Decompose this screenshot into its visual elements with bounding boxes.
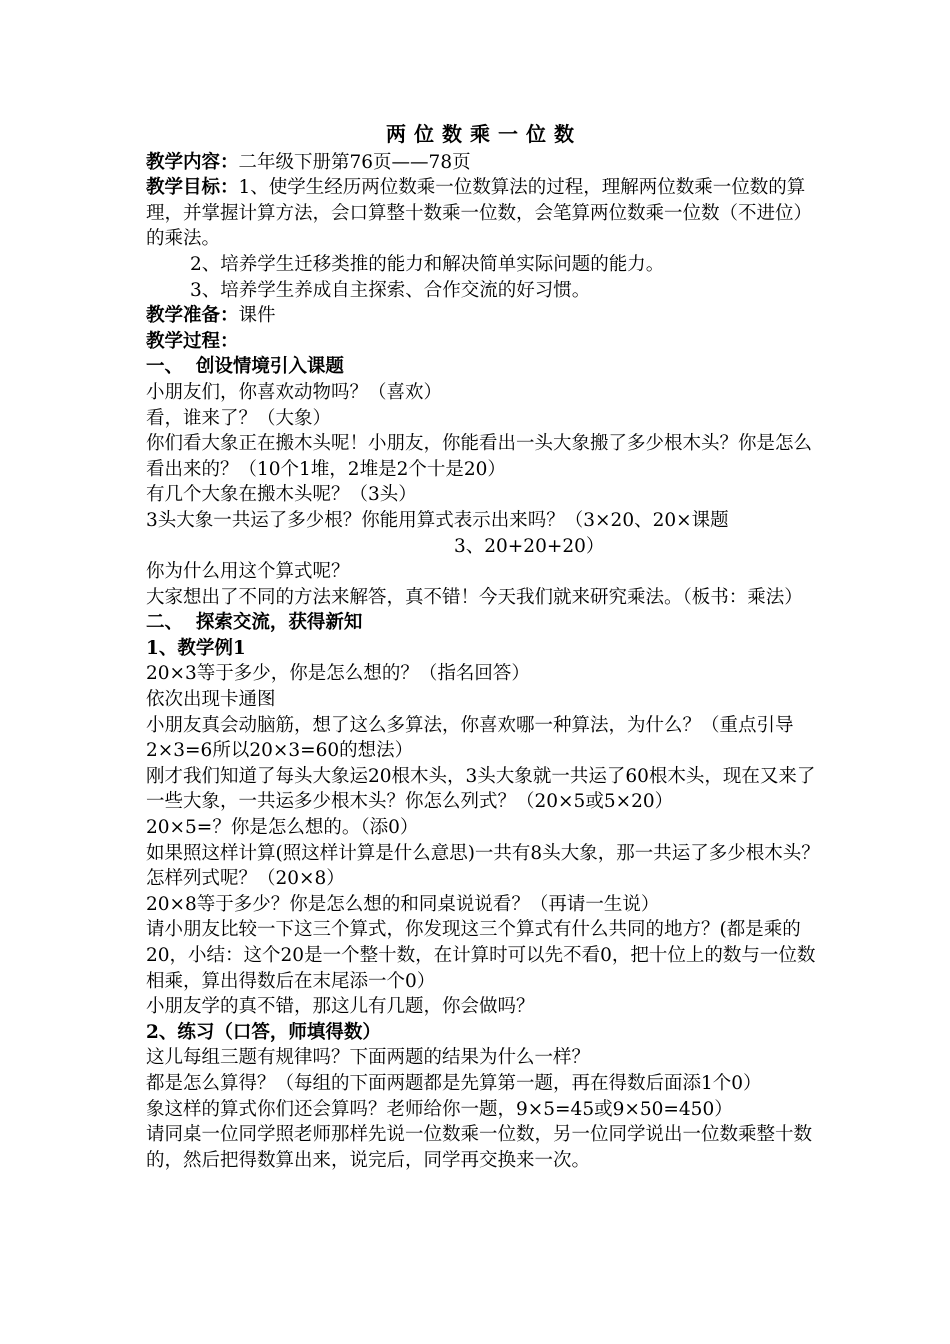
paragraph: 这儿每组三题有规律吗？下面两题的结果为什么一样？: [146, 1047, 591, 1069]
teaching-goal-text: 1、使学生经历两位数乘一位数算法的过程，理解两位数乘一位数的算理，并掌握计算方法，会口算整十数乘一位数，会笔算两位数乘一位数（不进位）的乘法。: [146, 177, 813, 250]
paragraph: 刚才我们知道了每头大象运20根木头，3头大象就一共运了60根木头，现在又来了一些大象，一共运多少根木头？你怎么列式？（20×5或5×20）: [146, 765, 816, 813]
paragraph: 20×8等于多少？你是怎么想的和同桌说说看？（再请一生说）: [146, 893, 660, 915]
paragraph: 20×3等于多少，你是怎么想的？（指名回答）: [146, 663, 530, 685]
paragraph: 象这样的算式你们还会算吗？老师给你一题，9×5=45或9×50=450）: [146, 1098, 733, 1120]
teaching-process-label: 教学过程：: [146, 330, 239, 352]
paragraph: 都是怎么算得？（每组的下面两题都是先算第一题，再在得数后面添1个0）: [146, 1072, 762, 1094]
teaching-content: [146, 150, 822, 176]
paragraph: 如果照这样计算(照这样计算是什么意思)一共有8头大象，那一共运了多少根木头？怎样列式呢？（20×8）: [146, 842, 820, 890]
teaching-content-text: 二年级下册第76页——78页: [238, 151, 471, 173]
teaching-goal-label: 教学目标：: [146, 177, 239, 199]
section-2-heading: 二、 探索交流，获得新知: [146, 612, 363, 634]
teaching-goal-3: 3、培养学生养成自主探索、合作交流的好习惯。: [190, 279, 591, 301]
paragraph: 你为什么用这个算式呢？: [146, 561, 350, 583]
document-page: [146, 122, 822, 1173]
teaching-goal-2: 2、培养学生迁移类推的能力和解决简单实际问题的能力。: [190, 253, 665, 275]
teaching-content-label: 教学内容：: [146, 151, 239, 173]
paragraph: 3头大象一共运了多少根？你能用算式表示出来吗？（3×20、20×课题: [146, 509, 729, 531]
paragraph: 有几个大象在搬木头呢？（3头）: [146, 484, 417, 506]
subsection-heading: 1、教学例1: [146, 637, 246, 659]
page-title: 两位数乘一位数: [386, 122, 582, 146]
paragraph: 小朋友学的真不错，那这儿有几题，你会做吗？: [146, 996, 535, 1018]
paragraph: 小朋友们，你喜欢动物吗？（喜欢）: [146, 381, 443, 403]
paragraph: 看，谁来了？（大象）: [146, 407, 332, 429]
teaching-goal: [146, 175, 822, 252]
teaching-prep-label: 教学准备：: [146, 305, 239, 327]
paragraph: 依次出现卡通图: [146, 689, 276, 711]
paragraph: 请小朋友比较一下这三个算式，你发现这三个算式有什么共同的地方？(都是乘的20，小结：这个20是一个整十数，在计算时可以先不看0，把十位上的数与一位数相乘，算出得数后在末尾添一个0）: [146, 919, 816, 992]
teaching-prep-text: 课件: [238, 305, 276, 327]
paragraph: 你们看大象正在搬木头呢！小朋友，你能看出一头大象搬了多少根木头？你是怎么看出来的？（10个1堆，2堆是2个十是20）: [146, 433, 813, 480]
paragraph: 大家想出了不同的方法来解答，真不错！今天我们就来研究乘法。（板书：乘法）: [146, 586, 803, 608]
paragraph: 请同桌一位同学照老师那样先说一位数乘一位数，另一位同学说出一位数乘整十数的，然后把得数算出来，说完后，同学再交换来一次。: [146, 1124, 813, 1171]
section-1-heading: 一、 创设情境引入课题: [146, 356, 344, 378]
teaching-prep: [146, 303, 822, 329]
paragraph: 小朋友真会动脑筋，想了这么多算法，你喜欢哪一种算法，为什么？（重点引导2×3=6所以20×3=60的想法）: [146, 714, 794, 762]
subsection-heading: 2、练习（口答，师填得数）: [146, 1021, 381, 1043]
paragraph: 3、20+20+20）: [454, 535, 605, 557]
paragraph: 20×5=？你是怎么想的。（添0）: [146, 817, 419, 839]
